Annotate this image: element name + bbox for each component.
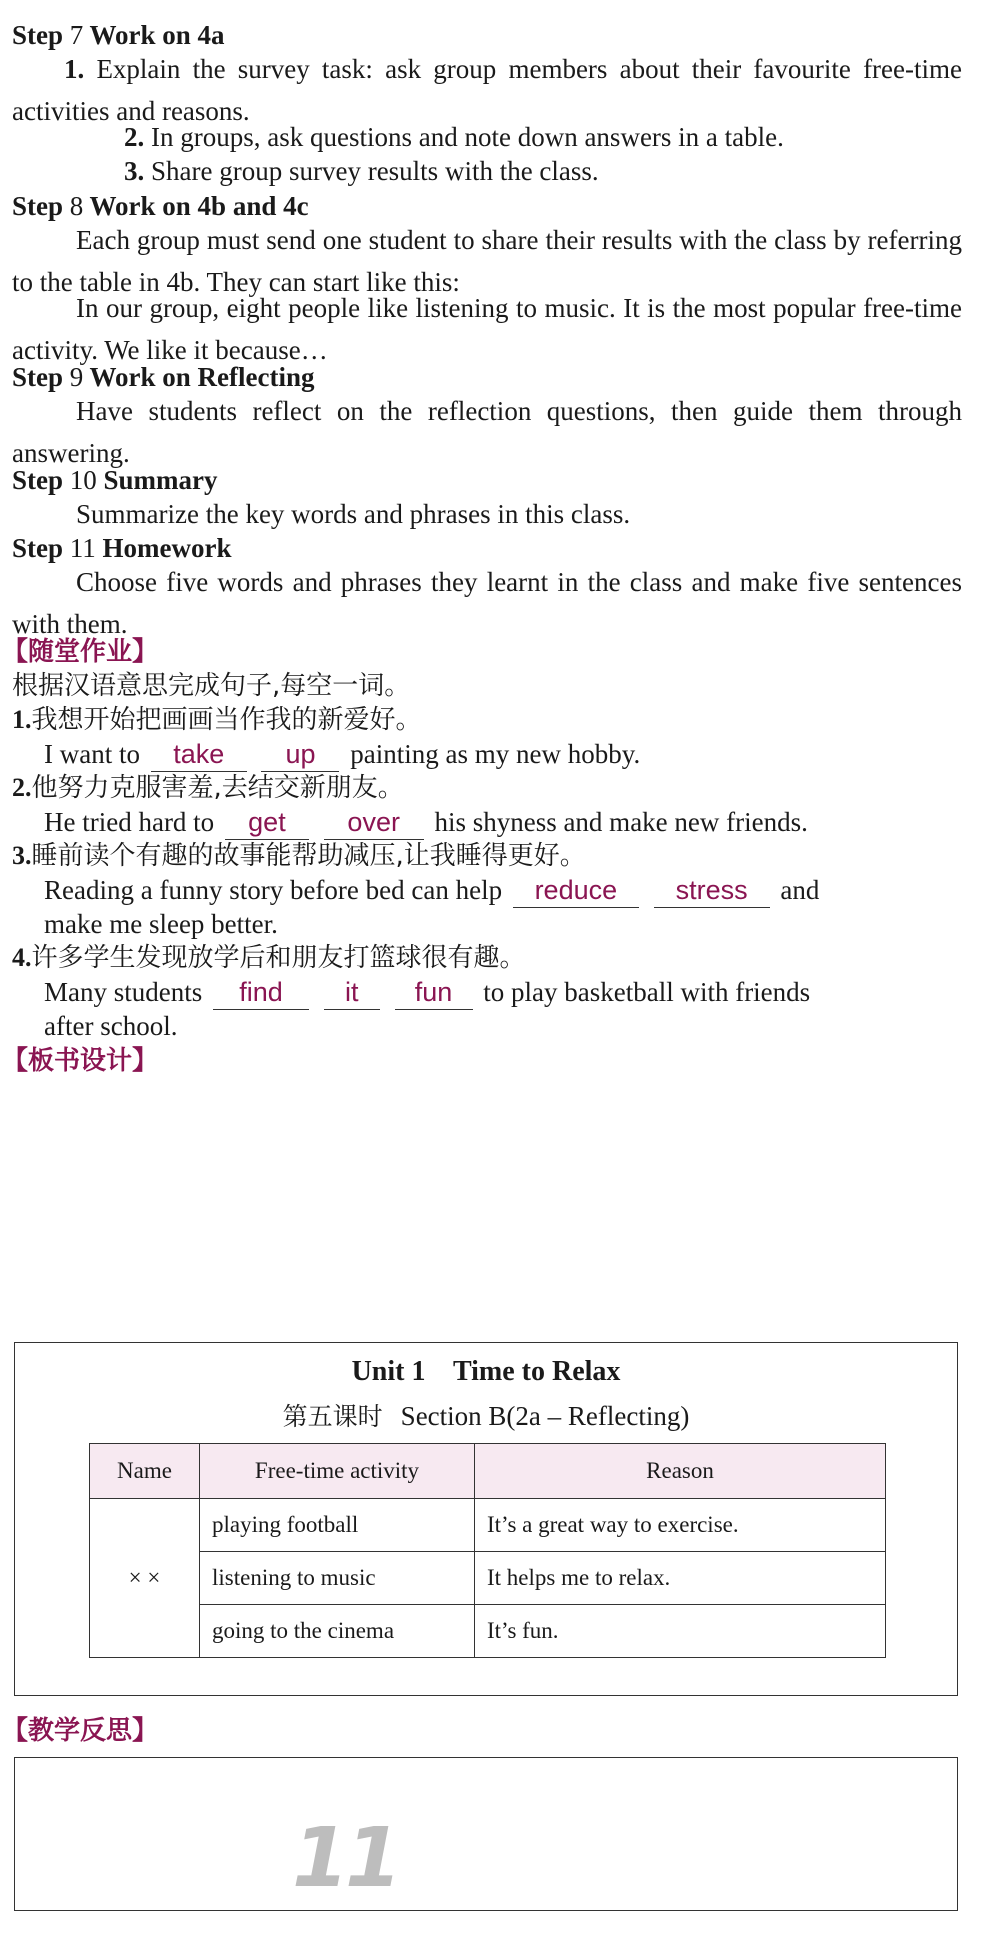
sentence-end: to play basketball with friends — [483, 977, 811, 1007]
answer-blank: find — [213, 975, 309, 1010]
table-cell-reason: It helps me to relax. — [475, 1552, 886, 1605]
answer-blank: take — [151, 737, 247, 772]
column-header: Name — [90, 1444, 200, 1499]
board-subtitle-chinese: 第五课时 — [282, 1402, 383, 1431]
step-title: Summary — [103, 465, 218, 495]
item-number: 2. — [124, 122, 145, 152]
sentence-end: and — [780, 875, 820, 905]
step-label: Step — [12, 533, 64, 563]
column-header: Reason — [475, 1444, 886, 1499]
exercise-instruction: 根据汉语意思完成句子,每空一词。 — [12, 671, 411, 701]
answer-blank: it — [324, 975, 380, 1010]
board-title: Unit 1 Time to Relax — [351, 1356, 621, 1387]
item-text: In groups, ask questions and note down answers in a table. — [151, 122, 784, 152]
step-10-paragraph: Summarize the key words and phrases in this class. — [76, 499, 631, 529]
step-title: Work on 4a — [89, 20, 225, 50]
step-9-paragraph: Have students reflect on the reflection questions, then guide them through answering. — [12, 396, 962, 468]
answer-blank: reduce — [513, 873, 639, 908]
board-subtitle — [15, 1395, 957, 1438]
table-cell-name: × × — [90, 1499, 200, 1658]
reflection-heading: 【教学反思】 — [2, 1716, 159, 1746]
table-cell-reason: It’s a great way to exercise. — [475, 1499, 886, 1552]
answer-blank: get — [225, 805, 309, 840]
page-number: 11 — [292, 1811, 399, 1906]
reflection-box — [14, 1757, 958, 1911]
exercise-heading: 【随堂作业】 — [2, 637, 159, 667]
step-label: Step — [12, 362, 64, 392]
sentence-end: painting as my new hobby. — [350, 739, 641, 769]
question-number: 3. — [12, 841, 32, 870]
question-3-sentence-line-2: make me sleep better. — [44, 909, 278, 939]
table-cell-reason: It’s fun. — [475, 1605, 886, 1658]
sentence-end: his shyness and make new friends. — [434, 807, 808, 837]
sentence-start: Reading a funny story before bed can help — [44, 875, 503, 905]
step-8-paragraph-2: In our group, eight people like listening to music. It is the most popular free-time activity. We like it because… — [12, 293, 962, 365]
question-number: 2. — [12, 773, 32, 802]
table-cell-activity: playing football — [200, 1499, 475, 1552]
step-number: 8 — [69, 191, 84, 221]
question-number: 1. — [12, 705, 32, 734]
column-header: Free-time activity — [200, 1444, 475, 1499]
step-number: 11 — [69, 533, 96, 563]
step-11-paragraph: Choose five words and phrases they learnt in the class and make five sentences with them. — [12, 567, 962, 639]
step-number: 10 — [69, 465, 97, 495]
answer-blank: fun — [395, 975, 473, 1010]
table-cell-activity: going to the cinema — [200, 1605, 475, 1658]
step-title: Work on 4b and 4c — [89, 191, 309, 221]
step-title: Work on Reflecting — [89, 362, 315, 392]
step-8-paragraph-1: Each group must send one student to share their results with the class by referring to the table in 4b. They can start like this: — [12, 225, 962, 297]
table-row — [90, 1605, 886, 1658]
board-design-heading: 【板书设计】 — [2, 1046, 159, 1076]
question-chinese-text: 许多学生发现放学后和朋友打篮球很有趣。 — [31, 943, 526, 973]
step-number: 7 — [69, 20, 84, 50]
item-text: Explain the survey task: ask group members about their favourite free-time activities and reasons. — [12, 54, 962, 126]
answer-blank: stress — [654, 873, 770, 908]
table-row — [90, 1552, 886, 1605]
answer-blank: up — [261, 737, 339, 772]
question-4-sentence-line-2: after school. — [44, 1011, 178, 1041]
question-chinese-text: 我想开始把画画当作我的新爱好。 — [31, 705, 422, 735]
survey-table — [89, 1443, 886, 1658]
step-label: Step — [12, 465, 64, 495]
answer-blank: over — [324, 805, 424, 840]
table-row — [90, 1499, 886, 1552]
board-design-box — [14, 1342, 958, 1696]
question-chinese-text: 他努力克服害羞,去结交新朋友。 — [31, 773, 404, 803]
table-cell-activity: listening to music — [200, 1552, 475, 1605]
question-chinese-text: 睡前读个有趣的故事能帮助减压,让我睡得更好。 — [31, 841, 586, 871]
board-subtitle-english: Section B(2a – Reflecting) — [400, 1401, 690, 1431]
sentence-start: I want to — [44, 739, 140, 769]
step-number: 9 — [69, 362, 84, 392]
question-number: 4. — [12, 943, 32, 972]
item-text: Share group survey results with the class. — [151, 156, 599, 186]
step-label: Step — [12, 191, 64, 221]
sentence-start: He tried hard to — [44, 807, 215, 837]
step-title: Homework — [102, 533, 232, 563]
step-label: Step — [12, 20, 64, 50]
table-header-row — [90, 1444, 886, 1499]
item-number: 3. — [124, 156, 145, 186]
sentence-start: Many students — [44, 977, 203, 1007]
item-number: 1. — [64, 54, 85, 84]
